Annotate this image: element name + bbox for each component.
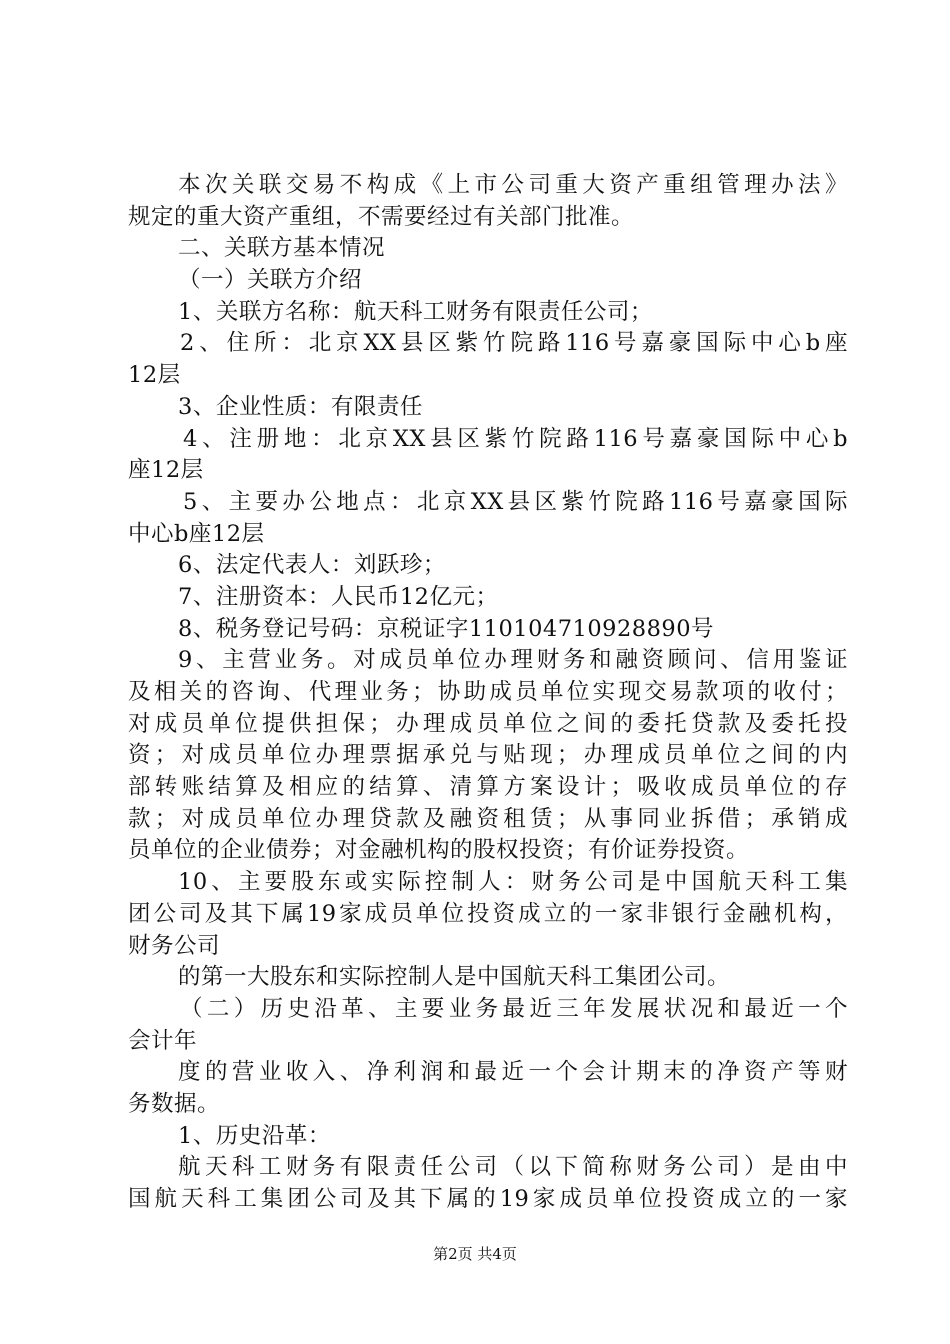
text-line: 6、法定代表人：刘跃珍；: [178, 552, 446, 579]
subsection-heading: （一）关联方介绍: [178, 267, 363, 294]
subsection-heading: （二）历史沿革、主要业务最近三年发展状况和最近一个: [180, 995, 848, 1022]
text-line: 10、主要股东或实际控制人：财务公司是中国航天科工集: [178, 869, 848, 896]
text-line: 度的营业收入、净利润和最近一个会计期末的净资产等财: [178, 1059, 848, 1086]
text-line: 航天科工财务有限责任公司（以下简称财务公司）是由中: [178, 1154, 848, 1181]
text-line: 团公司及其下属19家成员单位投资成立的一家非银行金融机构，: [128, 900, 848, 927]
text-line: 务数据。: [128, 1090, 221, 1117]
text-line: 及相关的咨询、代理业务；协助成员单位实现交易款项的收付；: [128, 679, 848, 705]
text-line: 国航天科工集团公司及其下属的19家成员单位投资成立的一家: [128, 1186, 848, 1212]
text-line: 款；对成员单位办理贷款及融资租赁；从事同业拆借；承销成: [128, 805, 848, 832]
text-line: 9、主营业务。对成员单位办理财务和融资顾问、信用鉴证: [178, 647, 848, 674]
text-line: 12层: [128, 362, 181, 389]
page-footer: 第2页 共4页: [433, 1245, 517, 1263]
text-line: 规定的重大资产重组，不需要经过有关部门批准。: [128, 203, 635, 230]
text-line: 中心b座12层: [128, 520, 265, 547]
text-line: 4、注册地：北京XX县区紫竹院路116号嘉豪国际中心b: [183, 425, 848, 452]
text-line: 5、主要办公地点：北京XX县区紫竹院路116号嘉豪国际: [183, 488, 848, 515]
text-line: 8、税务登记号码：京税证字110104710928890号: [178, 615, 715, 642]
text-line: 2、住所：北京XX县区紫竹院路116号嘉豪国际中心b座: [180, 330, 848, 357]
text-line: 1、关联方名称：航天科工财务有限责任公司；: [178, 298, 653, 325]
body-text: [128, 170, 848, 1216]
text-line: 的第一大股东和实际控制人是中国航天科工集团公司。: [178, 964, 731, 991]
text-line: 部转账结算及相应的结算、清算方案设计；吸收成员单位的存: [128, 774, 848, 801]
text-line: 本次关联交易不构成《上市公司重大资产重组管理办法》: [178, 172, 848, 198]
text-line: 7、注册资本：人民币12亿元；: [178, 583, 499, 610]
section-heading: 二、关联方基本情况: [178, 235, 386, 262]
text-line: 对成员单位提供担保；办理成员单位之间的委托贷款及委托投: [128, 710, 848, 737]
text-line: 座12层: [128, 457, 204, 484]
text-line: 员单位的企业债券；对金融机构的股权投资；有价证券投资。: [128, 837, 750, 864]
text-line: 会计年: [128, 1027, 198, 1054]
text-line: 财务公司: [128, 932, 221, 959]
text-line: 3、企业性质：有限责任: [178, 393, 423, 420]
text-line: 资；对成员单位办理票据承兑与贴现；办理成员单位之间的内: [128, 742, 848, 769]
text-line: 1、历史沿革：: [178, 1122, 331, 1149]
